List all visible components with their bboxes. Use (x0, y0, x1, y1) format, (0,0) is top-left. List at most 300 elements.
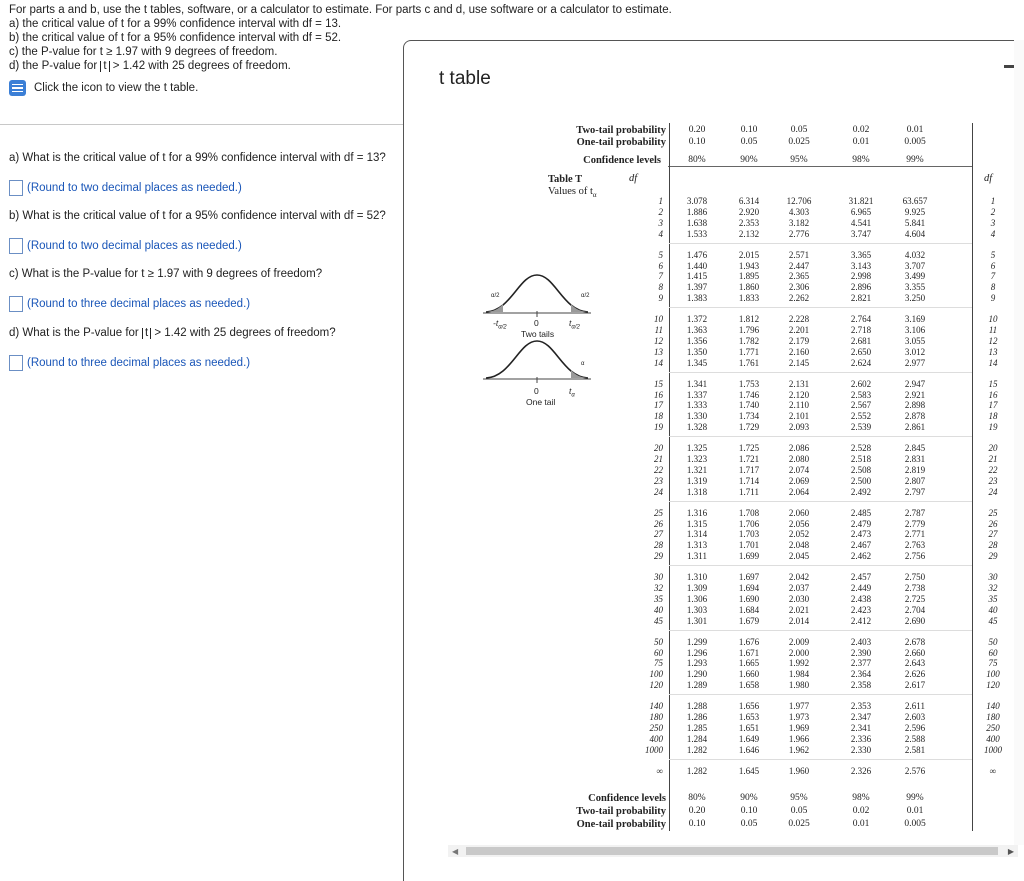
table-cell: 1.311 (687, 551, 707, 562)
table-cell: 3.365 (850, 249, 872, 260)
table-cell: 9.925 (904, 206, 926, 217)
table-cell: 2.583 (850, 389, 872, 400)
footer-two-tail-value: 0.20 (688, 806, 706, 816)
table-cell: 2.179 (788, 335, 810, 346)
table-cell: 1.660 (738, 669, 760, 680)
table-cell: 2.021 (788, 604, 810, 615)
df-label: 11 (654, 325, 663, 335)
table-cell: 1.356 (686, 335, 708, 346)
table-cell: 2.567 (850, 400, 872, 411)
footer-conf-value: 95% (790, 793, 808, 803)
df-label: 22 (654, 464, 663, 475)
group-rule (669, 243, 972, 244)
table-cell: 2.131 (788, 378, 810, 389)
df-label-right: 140 (986, 701, 1000, 712)
table-cell: 1.293 (686, 658, 708, 669)
table-cell: 1.306 (686, 593, 708, 604)
table-cell: 2.365 (788, 271, 810, 282)
footer-conf-value: 99% (906, 793, 924, 803)
footer-two-tail-value: 0.02 (852, 806, 870, 816)
table-cell: 2.998 (850, 271, 872, 282)
table-cell: 2.377 (850, 658, 872, 669)
table-cell: 1.833 (738, 293, 760, 304)
table-cell: 2.132 (738, 228, 760, 239)
df-header-right: df (984, 173, 993, 184)
table-cell: 2.037 (788, 583, 810, 593)
table-cell: 2.485 (850, 507, 872, 518)
table-cell: 2.787 (904, 507, 926, 518)
table-cell: 2.602 (850, 378, 872, 389)
table-cell: 1.363 (686, 325, 708, 335)
table-cell: 1.860 (738, 282, 760, 293)
table-cell: 1.701 (738, 540, 760, 551)
df-label: 16 (654, 389, 663, 400)
two-tail-value: 0.01 (906, 125, 924, 135)
table-cell: 1.980 (788, 680, 810, 691)
table-cell: 1.323 (686, 454, 708, 464)
scroll-thumb[interactable] (466, 847, 998, 855)
table-cell: 5.841 (904, 217, 926, 228)
table-cell: 3.078 (686, 196, 708, 206)
table-cell: 4.541 (850, 217, 872, 228)
df-label: 60 (654, 647, 663, 658)
one-tail-caption: One tail (526, 397, 556, 407)
footer-conf-value: 80% (688, 793, 706, 803)
df-label-right: 8 (990, 282, 996, 293)
df-label-right: 6 (990, 260, 996, 271)
table-cell: 2.704 (904, 604, 926, 615)
table-icon[interactable] (9, 80, 26, 96)
df-label: 7 (658, 271, 663, 282)
table-cell: 1.717 (738, 464, 760, 475)
df-label-right: 11 (988, 325, 998, 335)
conf-value: 90% (740, 155, 758, 165)
table-cell: 1.309 (686, 583, 708, 593)
table-cell: 2.725 (904, 593, 926, 604)
table-cell: 1.694 (738, 583, 760, 593)
answer-b-input[interactable] (9, 238, 23, 254)
table-cell: 2.353 (738, 217, 760, 228)
group-rule (669, 565, 972, 566)
df-label-right: 32 (988, 583, 998, 593)
footer-one-tail-value: 0.10 (688, 819, 706, 829)
df-label: 8 (658, 282, 663, 293)
df-label: 28 (654, 540, 663, 551)
table-cell: 2.473 (850, 529, 872, 540)
view-t-table-link[interactable]: Click the icon to view the t table. (9, 80, 198, 96)
table-cell: 2.160 (788, 346, 810, 357)
question-b: b) What is the critical value of t for a 95% confidence interval with df = 52? (9, 210, 386, 222)
table-cell: 1.969 (788, 722, 810, 733)
df-label: 2 (658, 206, 663, 217)
df-label: 40 (654, 604, 663, 615)
group-rule (669, 436, 972, 437)
column-rule (972, 123, 973, 831)
curve-label: $t_{\alpha/2}$ (569, 318, 580, 331)
table-cell: 2.896 (850, 282, 872, 293)
df-label-right: 7 (990, 271, 996, 282)
df-label-right: 27 (988, 529, 998, 540)
table-cell: 2.690 (904, 615, 926, 626)
df-label-right: 120 (986, 680, 1000, 691)
table-cell: 2.064 (788, 486, 810, 497)
table-cell: 1.328 (686, 422, 708, 433)
table-cell: 1.397 (686, 282, 708, 293)
table-cell: 2.819 (904, 464, 926, 475)
table-cell: 2.462 (850, 551, 872, 562)
table-cell: 1.350 (686, 346, 708, 357)
table-cell: 1.330 (686, 411, 708, 422)
table-cell: 1.761 (738, 357, 760, 368)
table-cell: 1.684 (738, 604, 760, 615)
df-label-right: 9 (990, 293, 996, 304)
table-cell: 2.947 (904, 378, 926, 389)
table-cell: 2.358 (850, 680, 872, 691)
table-cell: 2.015 (738, 249, 760, 260)
table-cell: 1.734 (738, 411, 760, 422)
intro-line: c) the P-value for t ≥ 1.97 with 9 degrees of freedom. (9, 46, 278, 58)
two-tail-value: 0.20 (688, 125, 706, 135)
footer-one-tail-label: One-tail probability (576, 819, 666, 830)
one-tail-value: 0.10 (688, 137, 706, 147)
df-label-right: 25 (988, 507, 998, 518)
table-cell: 1.303 (686, 604, 708, 615)
table-cell: 1.782 (738, 335, 760, 346)
table-cell: 2.467 (850, 540, 872, 551)
table-cell: 1.651 (738, 722, 760, 733)
answer-a-input[interactable] (9, 180, 23, 196)
df-label-right: 24 (988, 486, 998, 497)
footer-conf-value: 98% (852, 793, 870, 803)
group-rule (669, 759, 972, 760)
table-cell: 1.285 (686, 722, 708, 733)
table-cell: 1.372 (686, 314, 708, 325)
table-cell: 1.645 (738, 765, 760, 776)
two-tail-value: 0.10 (740, 125, 758, 135)
two-tails-caption: Two tails (521, 329, 555, 339)
table-cell: 2.821 (850, 293, 872, 304)
table-cell: 1.796 (738, 325, 760, 335)
table-cell: 2.756 (904, 551, 926, 562)
footer-conf-value: 90% (740, 793, 758, 803)
table-cell: 1.992 (788, 658, 810, 669)
table-cell: 4.303 (788, 206, 810, 217)
df-label: 50 (654, 636, 663, 647)
table-cell: 1.646 (738, 744, 760, 755)
table-cell: 4.604 (904, 228, 926, 239)
group-rule (669, 630, 972, 631)
intro-line: For parts a and b, use the t tables, software, or a calculator to estimate. For parts c and d, use software or a calculator to estimate. (9, 4, 672, 16)
df-label-right: 5 (990, 249, 996, 260)
table-cell: 1.725 (738, 443, 760, 454)
table-cell: 2.479 (850, 518, 872, 529)
df-label-right: 15 (988, 378, 998, 389)
df-label: 32 (654, 583, 663, 593)
horizontal-scrollbar[interactable] (448, 845, 1018, 857)
df-label-right: 26 (988, 518, 998, 529)
table-cell: 2.447 (788, 260, 810, 271)
table-cell: 1.711 (739, 486, 759, 497)
table-cell: 2.145 (788, 357, 810, 368)
table-cell: 1.984 (788, 669, 810, 680)
table-cell: 2.048 (788, 540, 810, 551)
curve-label: α/2 (581, 293, 590, 299)
values-of-label: Values of $t_\alpha$ (548, 186, 597, 200)
table-cell: 1.296 (686, 647, 708, 658)
table-cell: 2.660 (904, 647, 926, 658)
table-cell: 3.055 (904, 335, 926, 346)
df-label: 29 (654, 551, 663, 562)
table-cell: 2.626 (904, 669, 926, 680)
vertical-scrollbar[interactable] (1014, 40, 1024, 845)
table-cell: 2.014 (788, 615, 810, 626)
df-label-right: 23 (988, 475, 998, 486)
table-cell: 1.282 (686, 744, 708, 755)
table-cell: 2.045 (788, 551, 810, 562)
scroll-left-icon[interactable]: ◀ (452, 847, 459, 856)
table-cell: 1.977 (788, 701, 810, 712)
table-cell: 2.776 (788, 228, 810, 239)
table-cell: 2.771 (904, 529, 926, 540)
answer-a-row: (Round to two decimal places as needed.) (9, 180, 242, 196)
df-label: 19 (654, 422, 663, 433)
table-cell: 1.966 (788, 733, 810, 744)
table-cell: 2.603 (904, 712, 926, 722)
table-cell: 1.286 (686, 712, 708, 722)
table-cell: 4.032 (904, 249, 926, 260)
table-cell: 2.845 (904, 443, 926, 454)
panel-title: t table (439, 68, 491, 89)
table-cell: 2.326 (850, 765, 872, 776)
table-cell: 1.290 (686, 669, 708, 680)
df-label: 10 (654, 314, 663, 325)
table-cell: 1.753 (738, 378, 760, 389)
df-label-right: 1 (990, 196, 996, 206)
table-cell: 1.313 (686, 540, 708, 551)
table-cell: 1.282 (686, 765, 708, 776)
table-cell: 2.347 (850, 712, 872, 722)
table-cell: 3.355 (904, 282, 926, 293)
df-label: 35 (654, 593, 663, 604)
table-cell: 2.588 (904, 733, 926, 744)
table-cell: 2.678 (904, 636, 926, 647)
table-cell: 2.228 (788, 314, 810, 325)
table-cell: 2.977 (904, 357, 926, 368)
table-cell: 2.457 (850, 572, 872, 583)
answer-c-row: (Round to three decimal places as needed.) (9, 296, 250, 312)
table-cell: 1.943 (738, 260, 760, 271)
footer-two-tail-label: Two-tail probability (576, 806, 666, 817)
one-tail-value: 0.05 (740, 137, 758, 147)
table-cell: 12.706 (786, 196, 812, 206)
intro-line: d) the P-value for t > 1.42 with 25 degrees of freedom. (9, 60, 291, 72)
table-cell: 2.861 (904, 422, 926, 433)
table-cell: 2.060 (788, 507, 810, 518)
df-header-left: df (629, 173, 638, 184)
two-tail-value: 0.05 (790, 125, 808, 135)
bell-curves (481, 271, 601, 411)
curve-label: α/2 (491, 293, 500, 299)
table-cell: 1.341 (686, 378, 708, 389)
df-label-right: 28 (988, 540, 998, 551)
table-cell: 2.750 (904, 572, 926, 583)
table-cell: 3.106 (904, 325, 926, 335)
table-cell: 2.052 (788, 529, 810, 540)
df-label: 27 (654, 529, 663, 540)
df-label-right: 16 (988, 389, 998, 400)
header-rule (668, 166, 973, 167)
df-label-right: 180 (986, 712, 1000, 722)
table-cell: 1.703 (738, 529, 760, 540)
table-cell: 1.671 (738, 647, 760, 658)
df-label: 25 (654, 507, 663, 518)
table-cell: 1.771 (738, 346, 760, 357)
table-cell: 2.518 (850, 454, 872, 464)
df-label-right: 75 (988, 658, 998, 669)
one-tail-label: One-tail probability (576, 137, 666, 148)
table-cell: 2.650 (850, 346, 872, 357)
table-cell: 2.797 (904, 486, 926, 497)
table-cell: 1.656 (738, 701, 760, 712)
df-label: 18 (654, 411, 663, 422)
table-cell: 2.878 (904, 411, 926, 422)
table-cell: 2.807 (904, 475, 926, 486)
df-label-right: 35 (988, 593, 998, 604)
df-label: 13 (654, 346, 663, 357)
table-cell: 2.738 (904, 583, 926, 593)
table-cell: 2.571 (788, 249, 810, 260)
df-label-right: 4 (990, 228, 996, 239)
table-cell: 1.812 (738, 314, 760, 325)
curve-label: α (581, 361, 585, 367)
df-label-right: 14 (988, 357, 998, 368)
t-table (481, 123, 1021, 833)
footer-two-tail-value: 0.10 (740, 806, 758, 816)
divider (0, 124, 404, 125)
one-tail-value: 0.025 (788, 137, 810, 147)
df-label: 30 (654, 572, 663, 583)
df-label-right: 29 (988, 551, 998, 562)
df-label-right: 13 (988, 346, 998, 357)
df-label: 24 (654, 486, 663, 497)
table-cell: 2.576 (904, 765, 926, 776)
df-label-right: 50 (988, 636, 998, 647)
df-label-right: 21 (988, 454, 998, 464)
df-label: 9 (658, 293, 663, 304)
df-label-right: 22 (988, 464, 998, 475)
answer-d-row: (Round to three decimal places as needed.) (9, 355, 250, 371)
df-label-right: 3 (990, 217, 996, 228)
df-label-right: 12 (988, 335, 998, 346)
table-cell: 1.319 (686, 475, 708, 486)
t-table-panel (403, 40, 1024, 881)
table-cell: 2.093 (788, 422, 810, 433)
table-cell: 3.012 (904, 346, 926, 357)
footer-one-tail-value: 0.05 (740, 819, 758, 829)
scroll-right-icon[interactable]: ▶ (1007, 847, 1014, 856)
one-tail-value: 0.01 (852, 137, 870, 147)
table-cell: 2.080 (788, 454, 810, 464)
table-cell: 2.611 (905, 701, 925, 712)
table-cell: 2.110 (789, 400, 809, 411)
table-cell: 1.676 (738, 636, 760, 647)
footer-conf-label: Confidence levels (588, 793, 666, 804)
table-cell: 2.101 (788, 411, 810, 422)
table-cell: 2.528 (850, 443, 872, 454)
table-cell: 2.306 (788, 282, 810, 293)
answer-c-input[interactable] (9, 296, 23, 312)
table-cell: 2.403 (850, 636, 872, 647)
table-cell: 1.658 (738, 680, 760, 691)
df-label: 4 (658, 228, 663, 239)
df-label: 120 (649, 680, 663, 691)
table-cell: 2.681 (850, 335, 872, 346)
table-cell: 2.500 (850, 475, 872, 486)
df-label: 400 (649, 733, 663, 744)
table-cell: 1.315 (686, 518, 708, 529)
df-label: 1 (658, 196, 663, 206)
table-cell: 1.284 (686, 733, 708, 744)
table-cell: 2.423 (850, 604, 872, 615)
curve-label: 0 (534, 386, 539, 396)
df-label-right: 60 (988, 647, 998, 658)
table-cell: 3.169 (904, 314, 926, 325)
df-label-right: 1000 (984, 744, 1002, 755)
table-cell: 1.679 (738, 615, 760, 626)
table-cell: 1.318 (686, 486, 708, 497)
table-cell: 2.581 (904, 744, 926, 755)
one-tail-value: 0.005 (904, 137, 926, 147)
table-cell: 1.708 (738, 507, 760, 518)
table-cell: 2.009 (788, 636, 810, 647)
conf-label: Confidence levels (583, 155, 661, 166)
conf-value: 80% (688, 155, 706, 165)
table-cell: 1.337 (686, 389, 708, 400)
intro-line: b) the critical value of t for a 95% confidence interval with df = 52. (9, 32, 342, 44)
table-cell: 2.643 (904, 658, 926, 669)
df-label: 26 (654, 518, 663, 529)
table-cell: 3.747 (850, 228, 872, 239)
table-cell: 1.383 (686, 293, 708, 304)
table-cell: 2.364 (850, 669, 872, 680)
table-cell: 1.697 (738, 572, 760, 583)
table-cell: 1.729 (738, 422, 760, 433)
table-cell: 31.821 (848, 196, 874, 206)
df-label-right: 20 (988, 443, 998, 454)
table-cell: 1.415 (686, 271, 708, 282)
df-label: ∞ (656, 765, 663, 776)
df-label-right: 250 (986, 722, 1000, 733)
table-cell: 1.649 (738, 733, 760, 744)
table-cell: 2.596 (904, 722, 926, 733)
df-label-right: 2 (990, 206, 996, 217)
table-cell: 1.690 (738, 593, 760, 604)
df-label: 12 (654, 335, 663, 346)
group-rule (669, 307, 972, 308)
answer-d-input[interactable] (9, 355, 23, 371)
footer-one-tail-value: 0.01 (852, 819, 870, 829)
table-cell: 1.476 (686, 249, 708, 260)
df-label: 14 (654, 357, 663, 368)
table-cell: 2.920 (738, 206, 760, 217)
table-name: Table T (548, 174, 583, 185)
table-cell: 1.345 (686, 357, 708, 368)
group-rule (669, 372, 972, 373)
table-cell: 2.074 (788, 464, 810, 475)
table-cell: 1.973 (788, 712, 810, 722)
table-cell: 2.086 (788, 443, 810, 454)
df-label: 6 (658, 260, 663, 271)
